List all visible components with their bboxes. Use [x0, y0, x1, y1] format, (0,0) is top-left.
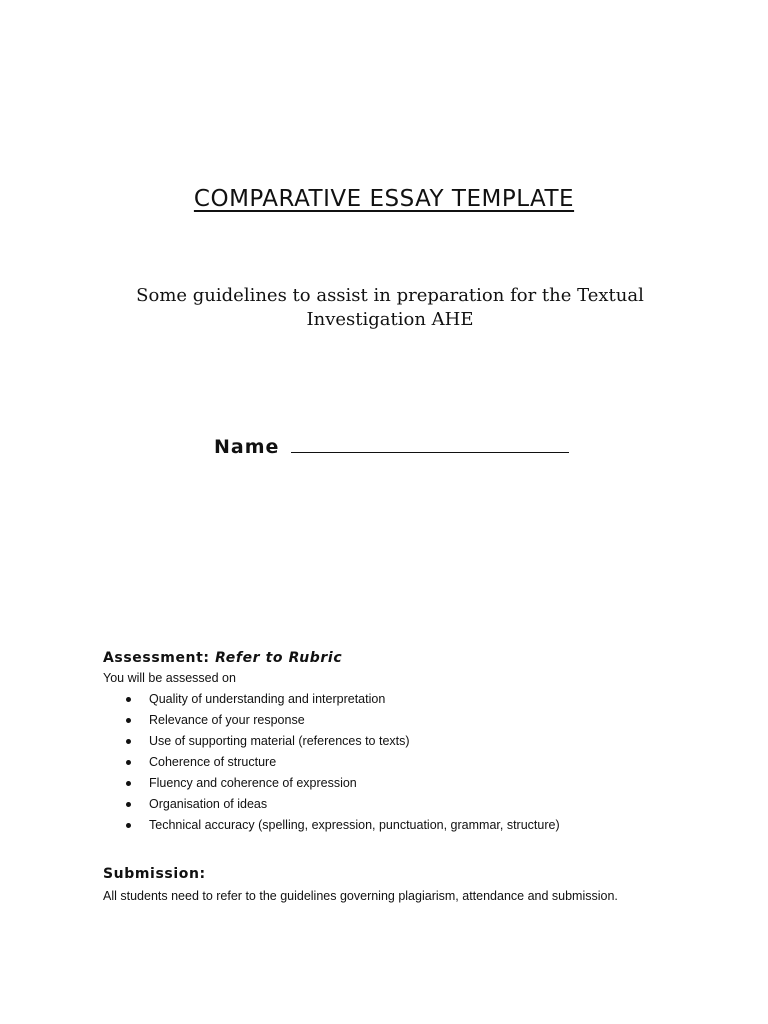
assessment-heading-emphasis: Refer to Rubric [215, 650, 343, 666]
subtitle-line-1: Some guidelines to assist in preparation for the Textual [136, 285, 644, 306]
list-item-text: Technical accuracy (spelling, expression, punctuation, grammar, structure) [149, 818, 560, 832]
list-item-text: Relevance of your response [149, 713, 305, 727]
bullet-icon [126, 697, 131, 702]
bullet-icon [126, 739, 131, 744]
bullet-icon [126, 760, 131, 765]
name-blank-line[interactable] [291, 452, 569, 453]
assessment-heading [103, 648, 703, 668]
name-field-row [214, 430, 574, 458]
bullet-icon [126, 718, 131, 723]
name-label: Name [214, 436, 280, 458]
assessment-heading-label: Assessment: [103, 650, 210, 666]
assessment-intro: You will be assessed on [103, 671, 236, 685]
bullet-icon [126, 823, 131, 828]
assessment-section [103, 648, 703, 836]
list-item [103, 710, 703, 731]
document-title: COMPARATIVE ESSAY TEMPLATE [193, 186, 575, 212]
subtitle-line-2: Investigation AHE [306, 309, 474, 330]
list-item [103, 752, 703, 773]
document-subtitle [130, 284, 650, 332]
assessment-criteria-list [103, 689, 703, 836]
list-item [103, 689, 703, 710]
list-item-text: Coherence of structure [149, 755, 277, 769]
submission-text: All students need to refer to the guidelines governing plagiarism, attendance and submission. [103, 889, 618, 903]
list-item-text: Quality of understanding and interpretation [149, 692, 386, 706]
list-item [103, 815, 703, 836]
list-item-text: Fluency and coherence of expression [149, 776, 357, 790]
list-item-text: Organisation of ideas [149, 797, 268, 811]
list-item [103, 794, 703, 815]
list-item [103, 731, 703, 752]
submission-heading: Submission: [103, 866, 206, 882]
list-item [103, 773, 703, 794]
bullet-icon [126, 802, 131, 807]
list-item-text: Use of supporting material (references to texts) [149, 734, 410, 748]
submission-section [103, 864, 703, 907]
bullet-icon [126, 781, 131, 786]
